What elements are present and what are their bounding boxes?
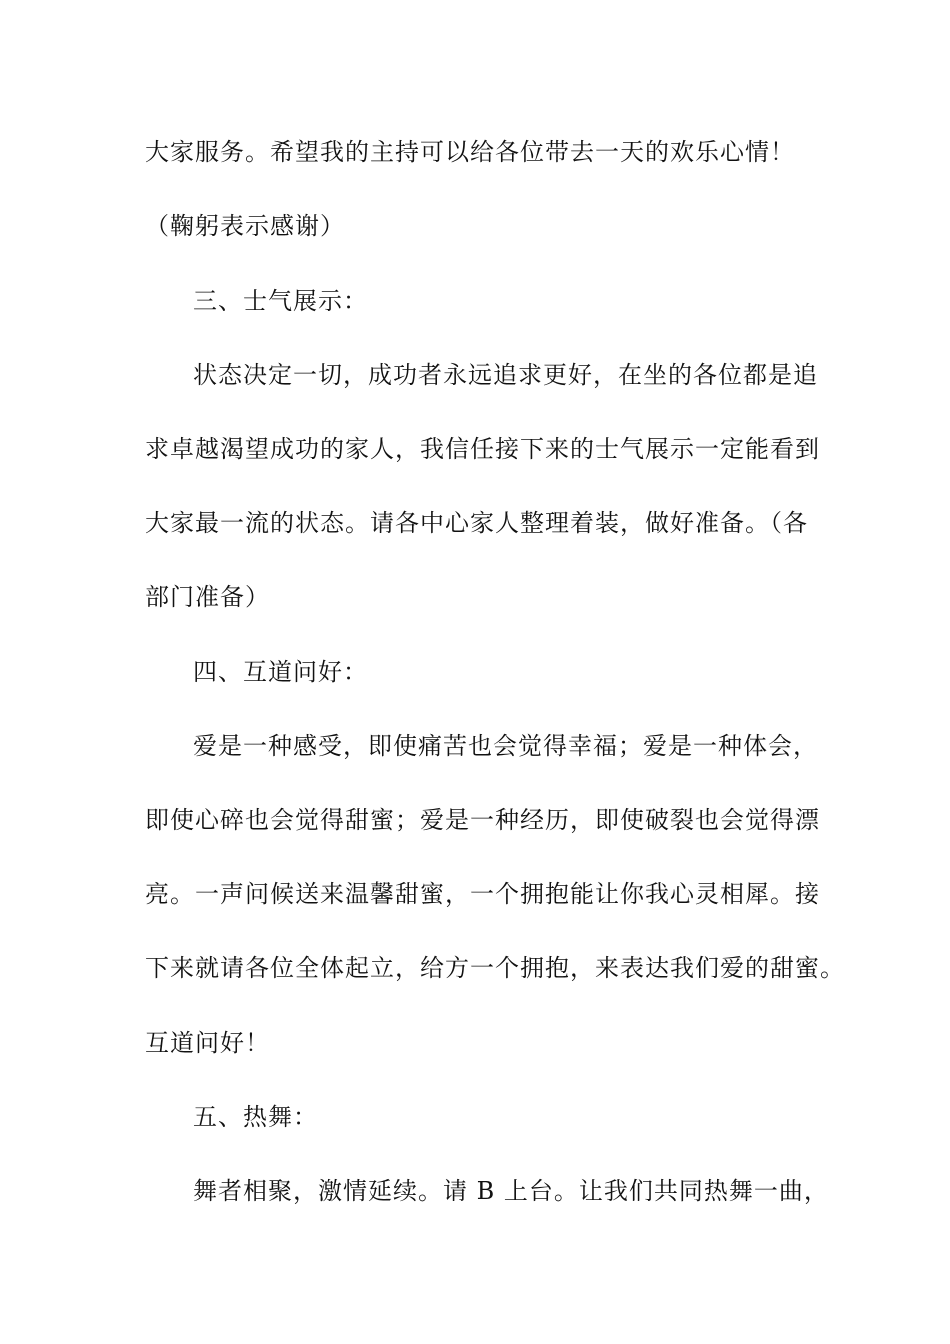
paragraph-line: 求卓越渴望成功的家人，我信任接下来的士气展示一定能看到 <box>145 435 820 463</box>
paragraph-line: 互道问好！ <box>145 1029 270 1057</box>
section-heading: 五、热舞： <box>193 1103 318 1131</box>
paragraph-line: 亮。一声问候送来温馨甜蜜，一个拥抱能让你我心灵相犀。接 <box>145 880 820 908</box>
paragraph-line: 状态决定一切，成功者永远追求更好，在坐的各位都是追 <box>193 361 818 389</box>
section-heading: 三、士气展示： <box>193 287 368 315</box>
paragraph-line: （鞠躬表示感谢） <box>145 212 345 240</box>
paragraph-line: 部门准备） <box>145 583 270 611</box>
paragraph-line: 大家最一流的状态。请各中心家人整理着装，做好准备。（各 <box>145 509 808 537</box>
paragraph-line: 舞者相聚，激情延续。请 B 上台。让我们共同热舞一曲， <box>193 1177 829 1205</box>
paragraph-line: 爱是一种感受，即使痛苦也会觉得幸福；爱是一种体会， <box>193 732 818 760</box>
paragraph-line: 即使心碎也会觉得甜蜜；爱是一种经历，即使破裂也会觉得漂 <box>145 806 820 834</box>
section-heading: 四、互道问好： <box>193 658 368 686</box>
paragraph-line: 下来就请各位全体起立，给方一个拥抱，来表达我们爱的甜蜜。 <box>145 954 845 982</box>
paragraph-line: 大家服务。希望我的主持可以给各位带去一天的欢乐心情！ <box>145 138 795 166</box>
